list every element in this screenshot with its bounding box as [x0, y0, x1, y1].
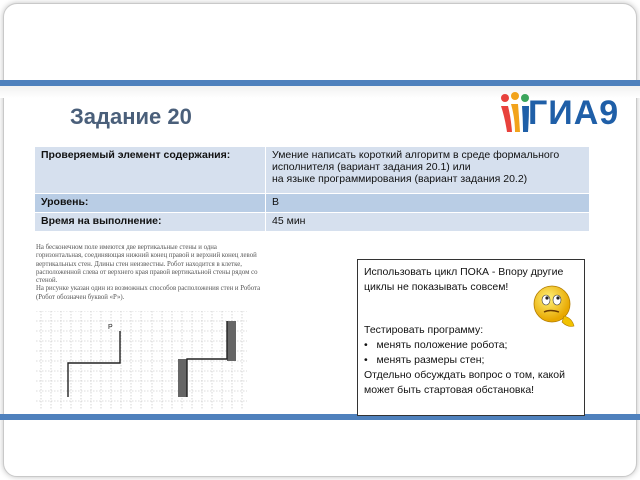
- task-line: На рисунке указан один из возможных способов расположения стен и Робота: [36, 285, 261, 293]
- table-row: [35, 213, 590, 232]
- bullet-text: менять размеры стен;: [376, 354, 485, 366]
- gia-logo-text: ГИА9: [528, 94, 620, 132]
- row-value: [266, 147, 590, 194]
- task-line: (Робот обозначен буквой «Р»).: [36, 293, 125, 301]
- painted-cells-left: [178, 359, 187, 397]
- note-line: может быть стартовая обстановка!: [364, 384, 535, 396]
- note-line: Отдельно обсуждать вопрос о том, какой: [364, 369, 565, 381]
- task-description: [36, 244, 310, 302]
- slide-title: Задание 20: [70, 104, 192, 129]
- wall: [187, 321, 227, 397]
- task-line: На бесконечном поле имеются две вертикальные стены и одна: [36, 244, 217, 251]
- row-key: Проверяемый элемент содержания:: [35, 147, 266, 194]
- note-line: Использовать цикл ПОКА - Впору другие: [364, 266, 564, 278]
- gia-logo: [498, 92, 626, 138]
- bullet-text: менять положение робота;: [376, 339, 508, 351]
- task-line: расположенной слева от верхнего края правой вертикальной стены рядом со: [36, 268, 258, 276]
- task-line: стеной.: [36, 277, 58, 285]
- row-value: 45 мин: [266, 213, 590, 232]
- value-line: исполнителя (вариант задания 20.1) или: [272, 161, 471, 173]
- robot-field-after: [147, 311, 247, 409]
- robot-marker: Р: [108, 324, 113, 331]
- note-line: циклы не показывать совсем!: [364, 281, 509, 293]
- table-row: [35, 147, 590, 194]
- gia-logo-icon: [498, 92, 532, 134]
- table-row: [35, 194, 590, 213]
- info-table: [34, 146, 590, 232]
- painted-cells-right: [227, 321, 236, 361]
- row-key: Время на выполнение:: [35, 213, 266, 232]
- task-line: горизонтальная, соединяющая нижний конец правой и верхний конец левой: [36, 252, 257, 260]
- value-line: на языке программирования (вариант задания 20.2): [272, 173, 528, 185]
- value-line: Умение написать короткий алгоритм в среде формального: [272, 149, 560, 161]
- note-bullet: • менять положение робота;: [364, 339, 508, 351]
- row-key: Уровень:: [35, 194, 266, 213]
- thinking-smiley-icon: [528, 282, 578, 332]
- row-value: В: [266, 194, 590, 213]
- note-line: Тестировать программу:: [364, 324, 484, 336]
- task-line: вертикальных стен. Длины стен неизвестны. Робот находится в клетке,: [36, 260, 242, 268]
- note-bullet: • менять размеры стен;: [364, 354, 485, 366]
- robot-field-before: [36, 311, 146, 409]
